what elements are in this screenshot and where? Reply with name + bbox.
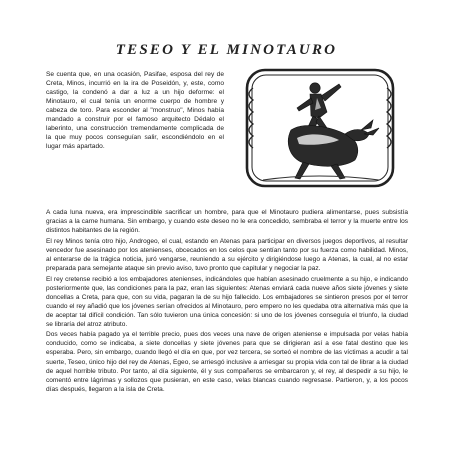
- story-paragraph: El rey Minos tenía otro hijo, Androgeo, el cual, estando en Atenas para participar en diversos juegos deportivos, al resultar vencedor fue asesinado por los atenienses, obcecados en los celos que sentían tanto por su fuerza como habilidad. Minos, al enterarse de la trágica noticia, juró vengarse, reuniendo a su ejército y dirigiéndose luego a Atenas, la cual, al no estar preparada para semejante ataque sin previo aviso, tuvo pronto que capitular y negociar la paz.: [46, 237, 408, 272]
- story-paragraph: A cada luna nueva, era imprescindible sacrificar un hombre, para que el Minotauro pudiera alimentarse, pues subsistía gracias a la carne humana. Sin embargo, y cuando este deseo no le era concedido, sembraba el terror y la muerte entre los distintos habitantes de la región.: [46, 209, 408, 235]
- theseus-minotaur-illustration: [233, 68, 403, 190]
- story-body: [46, 208, 408, 395]
- intro-paragraph: Se cuenta que, en una ocasión, Pasifae, esposa del rey de Creta, Minos, incurrió en la ira de Poseidón, y, este, como castigo, la condenó a dar a luz a un hijo deforme: el Minotauro, el cual tenía un enorme cuerpo de hombre y cabeza de toro. Para esconder al "monstruo", Minos había mandado a construir por el famoso arquitecto Dédalo el laberinto, una construcción tremendamente complicada de la que muy pocos conseguían salir, escondiéndolo en el lugar más apartado.: [46, 71, 224, 151]
- document-title: TESEO Y EL MINOTAURO: [115, 42, 338, 58]
- story-paragraph: El rey cretense recibió a los embajadores atenienses, indicándoles que habían asesinado cruelmente a su hijo, e indicando posteriormente que, las condiciones para la paz, eran las siguientes: Atenas enviará cada nueve años siete jóvenes y siete doncellas a Creta, para que, con su vida, pagaran la de su hijo fallecido. Los embajadores se sintieron presos por el terror cuando el rey añadió que los jóvenes serían ofrecidos al Minotauro, pero empero no les quedaba otra alternativa más que la de aceptar tal difícil condición. Tan sólo tuvieron una única concesión: si uno de los jóvenes conseguía el triunfo, la ciudad se libraría del atroz atributo.: [46, 275, 408, 328]
- story-paragraph: Dos veces había pagado ya el terrible precio, pues dos veces una nave de origen ateniense e impulsada por velas había conducido, como se indicaba, a siete doncellas y siete jóvenes para que se dirigieran así a ese fatal destino que les esperaba. Pero, sin embargo, cuando llegó el día en que, por vez tercera, se sorteó el nombre de las víctimas a acudir a tal suerte, Teseo, único hijo del rey de Atenas, Egeo, se arriesgó inclusive a arriesgar su propia vida con tal de librar a la ciudad de aquel horrible tributo. Por tanto, al día siguiente, él y sus compañeros se embarcaron y, el rey, al despedir a su hijo, le comentó entre lágrimas y sollozos que pusieran, en este caso, velas blancas cuando regresase. Partieron, y, a los pocos días después, llegaron a la isla de Creta.: [46, 331, 408, 393]
